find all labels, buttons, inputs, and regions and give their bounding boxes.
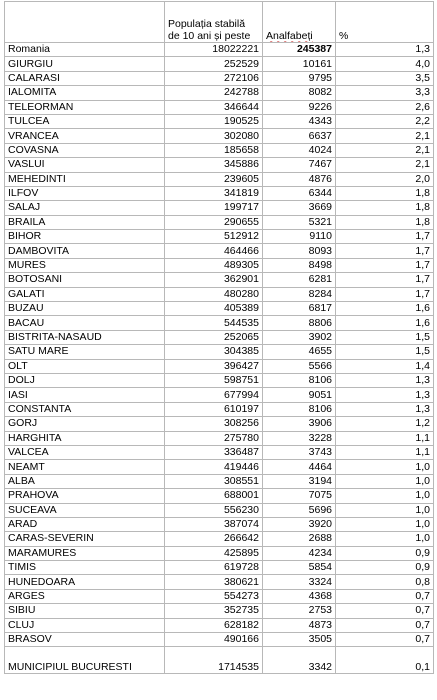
population-cell[interactable]: 1714535 [165, 647, 263, 674]
population-cell[interactable]: 362901 [165, 273, 263, 287]
county-name-cell[interactable]: HUNEDOARA [5, 575, 165, 589]
table-row [5, 359, 434, 373]
county-name-cell[interactable]: NEAMT [5, 460, 165, 474]
illiterate-cell[interactable]: 9110 [263, 230, 336, 244]
percent-cell[interactable]: 1,8 [336, 201, 434, 215]
percent-cell[interactable]: 2,1 [336, 158, 434, 172]
table-row [5, 215, 434, 229]
header-illiterate-cell[interactable] [263, 2, 336, 43]
county-name-cell[interactable]: CLUJ [5, 618, 165, 632]
illiterate-cell[interactable]: 5566 [263, 359, 336, 373]
illiterate-cell[interactable]: 3902 [263, 330, 336, 344]
county-name-cell[interactable]: BRAILA [5, 215, 165, 229]
county-name-cell[interactable]: DOLJ [5, 373, 165, 387]
percent-cell[interactable]: 1,0 [336, 460, 434, 474]
population-cell[interactable]: 275780 [165, 431, 263, 445]
population-cell[interactable]: 239605 [165, 172, 263, 186]
illiterate-cell[interactable]: 3194 [263, 474, 336, 488]
percent-cell[interactable]: 3,3 [336, 86, 434, 100]
population-cell[interactable]: 688001 [165, 489, 263, 503]
table-row [5, 244, 434, 258]
population-cell[interactable]: 489305 [165, 258, 263, 272]
illiterate-cell[interactable]: 6344 [263, 186, 336, 200]
population-cell[interactable]: 419446 [165, 460, 263, 474]
percent-cell[interactable]: 1,0 [336, 532, 434, 546]
percent-cell[interactable]: 2,0 [336, 172, 434, 186]
table-row [5, 345, 434, 359]
table-row [5, 647, 434, 674]
illiterate-cell[interactable]: 9226 [263, 100, 336, 114]
illiterate-cell[interactable]: 6637 [263, 129, 336, 143]
total-percent-cell[interactable]: 1,3 [336, 43, 434, 57]
illiterate-cell[interactable]: 2753 [263, 604, 336, 618]
table-row [5, 287, 434, 301]
table-row [5, 373, 434, 387]
county-name-cell[interactable]: DAMBOVITA [5, 244, 165, 258]
population-cell[interactable]: 387074 [165, 517, 263, 531]
county-name-cell[interactable]: SALAJ [5, 201, 165, 215]
header-row [5, 2, 434, 43]
county-name-cell[interactable]: MURES [5, 258, 165, 272]
total-population-cell[interactable]: 18022221 [165, 43, 263, 57]
county-name-cell[interactable]: CARAS-SEVERIN [5, 532, 165, 546]
county-name-cell[interactable]: IALOMITA [5, 86, 165, 100]
table-row [5, 618, 434, 632]
percent-cell[interactable]: 0,9 [336, 561, 434, 575]
percent-cell[interactable]: 1,7 [336, 230, 434, 244]
illiterate-cell[interactable]: 8106 [263, 402, 336, 416]
table-row [5, 186, 434, 200]
percent-cell[interactable]: 1,5 [336, 330, 434, 344]
percent-cell[interactable]: 2,1 [336, 143, 434, 157]
percent-cell[interactable]: 0,7 [336, 589, 434, 603]
illiterate-cell[interactable]: 9795 [263, 71, 336, 85]
percent-cell[interactable]: 1,3 [336, 373, 434, 387]
illiterate-cell[interactable]: 2688 [263, 532, 336, 546]
county-name-cell[interactable]: BIHOR [5, 230, 165, 244]
county-name-cell[interactable]: GORJ [5, 417, 165, 431]
population-cell[interactable]: 619728 [165, 561, 263, 575]
population-cell[interactable]: 556230 [165, 503, 263, 517]
table-row [5, 143, 434, 157]
county-name-cell[interactable]: CONSTANTA [5, 402, 165, 416]
table-row [5, 302, 434, 316]
county-name-cell[interactable]: SATU MARE [5, 345, 165, 359]
percent-cell[interactable]: 3,5 [336, 71, 434, 85]
total-name-cell[interactable]: Romania [5, 43, 165, 57]
illiterate-cell[interactable]: 5321 [263, 215, 336, 229]
total-illiterate-cell[interactable]: 245387 [263, 43, 336, 57]
population-cell[interactable]: 490166 [165, 633, 263, 647]
table-row [5, 201, 434, 215]
population-cell[interactable]: 308551 [165, 474, 263, 488]
population-cell[interactable]: 346644 [165, 100, 263, 114]
county-name-cell[interactable]: SUCEAVA [5, 503, 165, 517]
table-row [5, 575, 434, 589]
percent-cell[interactable]: 0,1 [336, 647, 434, 674]
population-cell[interactable]: 352735 [165, 604, 263, 618]
population-cell[interactable]: 252065 [165, 330, 263, 344]
county-name-cell[interactable]: ARGES [5, 589, 165, 603]
county-name-cell[interactable]: ARAD [5, 517, 165, 531]
percent-cell[interactable]: 1,0 [336, 474, 434, 488]
percent-cell[interactable]: 1,7 [336, 244, 434, 258]
illiterate-cell[interactable]: 5854 [263, 561, 336, 575]
percent-cell[interactable]: 1,1 [336, 445, 434, 459]
percent-cell[interactable]: 2,1 [336, 129, 434, 143]
illiterate-cell[interactable]: 8106 [263, 373, 336, 387]
illiterate-cell[interactable]: 3743 [263, 445, 336, 459]
table-row [5, 517, 434, 531]
percent-cell[interactable]: 0,9 [336, 546, 434, 560]
population-cell[interactable]: 308256 [165, 417, 263, 431]
table-row [5, 445, 434, 459]
population-cell[interactable]: 190525 [165, 114, 263, 128]
population-cell[interactable]: 628182 [165, 618, 263, 632]
population-cell[interactable]: 290655 [165, 215, 263, 229]
percent-cell[interactable]: 1,3 [336, 388, 434, 402]
table-row [5, 561, 434, 575]
percent-cell[interactable]: 1,5 [336, 345, 434, 359]
county-name-cell[interactable]: SIBIU [5, 604, 165, 618]
table-row [5, 532, 434, 546]
percent-cell[interactable]: 1,6 [336, 302, 434, 316]
header-illiterate-label: Analfabeți [266, 29, 313, 42]
county-name-cell[interactable]: BISTRITA-NASAUD [5, 330, 165, 344]
population-cell[interactable]: 380621 [165, 575, 263, 589]
population-cell[interactable]: 554273 [165, 589, 263, 603]
county-name-cell[interactable]: BACAU [5, 316, 165, 330]
table-row [5, 431, 434, 445]
percent-cell[interactable]: 0,7 [336, 604, 434, 618]
county-name-cell[interactable]: ALBA [5, 474, 165, 488]
table-row [5, 129, 434, 143]
illiterate-cell[interactable]: 3505 [263, 633, 336, 647]
percent-cell[interactable]: 1,0 [336, 517, 434, 531]
population-cell[interactable]: 272106 [165, 71, 263, 85]
table-row [5, 100, 434, 114]
population-cell[interactable]: 199717 [165, 201, 263, 215]
table-row [5, 158, 434, 172]
percent-cell[interactable]: 1,7 [336, 273, 434, 287]
population-cell[interactable]: 544535 [165, 316, 263, 330]
population-cell[interactable]: 304385 [165, 345, 263, 359]
county-name-cell[interactable]: GALATI [5, 287, 165, 301]
population-cell[interactable]: 302080 [165, 129, 263, 143]
population-cell[interactable]: 610197 [165, 402, 263, 416]
percent-cell[interactable]: 1,7 [336, 287, 434, 301]
percent-cell[interactable]: 1,4 [336, 359, 434, 373]
illiterate-cell[interactable]: 3324 [263, 575, 336, 589]
percent-cell[interactable]: 2,6 [336, 100, 434, 114]
table-row [5, 258, 434, 272]
table-row [5, 114, 434, 128]
header-population-cell[interactable]: Populația stabilă de 10 ani și peste [165, 2, 263, 43]
percent-cell[interactable]: 1,1 [336, 431, 434, 445]
county-name-cell[interactable]: TULCEA [5, 114, 165, 128]
header-percent-cell[interactable]: % [336, 2, 434, 43]
percent-cell[interactable]: 4,0 [336, 57, 434, 71]
county-name-cell[interactable]: BRASOV [5, 633, 165, 647]
header-name-cell[interactable] [5, 2, 165, 43]
illiterate-cell[interactable]: 4464 [263, 460, 336, 474]
table-row [5, 71, 434, 85]
table-row [5, 402, 434, 416]
table-row [5, 589, 434, 603]
illiteracy-table [4, 1, 434, 674]
percent-cell[interactable]: 0,7 [336, 633, 434, 647]
percent-cell[interactable]: 1,8 [336, 186, 434, 200]
percent-cell[interactable]: 1,8 [336, 215, 434, 229]
county-name-cell[interactable]: TIMIS [5, 561, 165, 575]
county-name-cell[interactable]: IASI [5, 388, 165, 402]
population-cell[interactable]: 425895 [165, 546, 263, 560]
illiterate-cell[interactable]: 4234 [263, 546, 336, 560]
table-row [5, 57, 434, 71]
illiterate-cell[interactable]: 6281 [263, 273, 336, 287]
table-row [5, 503, 434, 517]
county-name-cell[interactable]: VASLUI [5, 158, 165, 172]
illiterate-cell[interactable]: 3920 [263, 517, 336, 531]
table-row [5, 330, 434, 344]
county-name-cell[interactable]: VRANCEA [5, 129, 165, 143]
illiterate-cell[interactable]: 8284 [263, 287, 336, 301]
county-name-cell[interactable]: VALCEA [5, 445, 165, 459]
illiterate-cell[interactable]: 4343 [263, 114, 336, 128]
county-name-cell[interactable]: BOTOSANI [5, 273, 165, 287]
illiterate-cell[interactable]: 3669 [263, 201, 336, 215]
illiterate-cell[interactable]: 10161 [263, 57, 336, 71]
population-cell[interactable]: 336487 [165, 445, 263, 459]
county-name-cell[interactable]: COVASNA [5, 143, 165, 157]
population-cell[interactable]: 512912 [165, 230, 263, 244]
county-name-cell[interactable]: BUZAU [5, 302, 165, 316]
county-name-cell[interactable]: MEHEDINTI [5, 172, 165, 186]
illiterate-cell[interactable]: 8806 [263, 316, 336, 330]
illiterate-cell[interactable]: 5696 [263, 503, 336, 517]
illiterate-cell[interactable]: 4876 [263, 172, 336, 186]
county-name-cell[interactable]: MARAMURES [5, 546, 165, 560]
illiterate-cell[interactable]: 7075 [263, 489, 336, 503]
table-row [5, 633, 434, 647]
percent-cell[interactable]: 1,0 [336, 489, 434, 503]
population-cell[interactable]: 677994 [165, 388, 263, 402]
percent-cell[interactable]: 1,0 [336, 503, 434, 517]
table-row [5, 230, 434, 244]
county-name-cell[interactable]: HARGHITA [5, 431, 165, 445]
table-row [5, 417, 434, 431]
population-cell[interactable]: 341819 [165, 186, 263, 200]
percent-cell[interactable]: 1,7 [336, 258, 434, 272]
table-row [5, 460, 434, 474]
illiterate-cell[interactable]: 8498 [263, 258, 336, 272]
illiterate-cell[interactable]: 4873 [263, 618, 336, 632]
table-row [5, 546, 434, 560]
percent-cell[interactable]: 2,2 [336, 114, 434, 128]
population-cell[interactable]: 242788 [165, 86, 263, 100]
table-row [5, 86, 434, 100]
illiterate-cell[interactable]: 9051 [263, 388, 336, 402]
county-name-cell[interactable]: PRAHOVA [5, 489, 165, 503]
illiterate-cell[interactable]: 8093 [263, 244, 336, 258]
population-cell[interactable]: 464466 [165, 244, 263, 258]
illiterate-cell[interactable]: 3342 [263, 647, 336, 674]
population-cell[interactable]: 345886 [165, 158, 263, 172]
illiterate-cell[interactable]: 4368 [263, 589, 336, 603]
population-cell[interactable]: 480280 [165, 287, 263, 301]
total-row [5, 43, 434, 57]
illiterate-cell[interactable]: 6817 [263, 302, 336, 316]
illiterate-cell[interactable]: 3228 [263, 431, 336, 445]
population-cell[interactable]: 598751 [165, 373, 263, 387]
population-cell[interactable]: 252529 [165, 57, 263, 71]
county-name-cell[interactable]: ILFOV [5, 186, 165, 200]
population-cell[interactable]: 396427 [165, 359, 263, 373]
percent-cell[interactable]: 1,6 [336, 316, 434, 330]
county-name-cell[interactable]: OLT [5, 359, 165, 373]
table-row [5, 474, 434, 488]
table-row [5, 172, 434, 186]
table-row [5, 604, 434, 618]
illiterate-cell[interactable]: 7467 [263, 158, 336, 172]
population-cell[interactable]: 266642 [165, 532, 263, 546]
table-row [5, 273, 434, 287]
table-row [5, 316, 434, 330]
table-row [5, 489, 434, 503]
table-row [5, 388, 434, 402]
illiterate-cell[interactable]: 3906 [263, 417, 336, 431]
percent-cell[interactable]: 0,7 [336, 618, 434, 632]
illiterate-cell[interactable]: 4655 [263, 345, 336, 359]
county-name-cell[interactable]: GIURGIU [5, 57, 165, 71]
county-name-cell[interactable]: CALARASI [5, 71, 165, 85]
percent-cell[interactable]: 1,3 [336, 402, 434, 416]
percent-cell[interactable]: 1,2 [336, 417, 434, 431]
illiterate-cell[interactable]: 4024 [263, 143, 336, 157]
county-name-cell[interactable]: TELEORMAN [5, 100, 165, 114]
percent-cell[interactable]: 0,8 [336, 575, 434, 589]
county-name-cell[interactable]: MUNICIPIUL BUCURESTI [5, 647, 165, 674]
illiterate-cell[interactable]: 8082 [263, 86, 336, 100]
population-cell[interactable]: 405389 [165, 302, 263, 316]
population-cell[interactable]: 185658 [165, 143, 263, 157]
